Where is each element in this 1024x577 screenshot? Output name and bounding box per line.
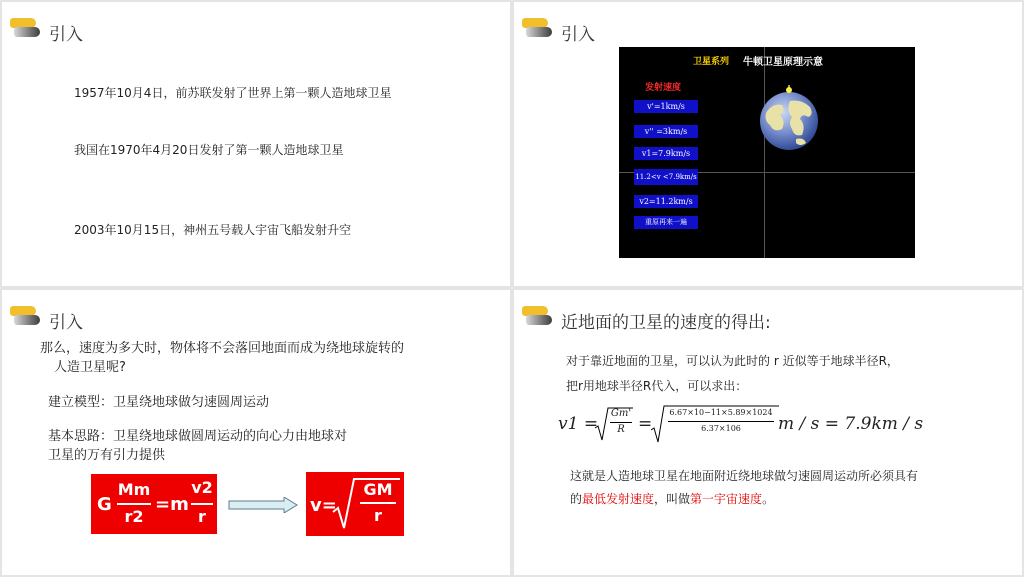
speed-button-11-2[interactable]: v2=11.2km/s	[634, 195, 698, 208]
launch-speed-label: 发射速度	[645, 83, 682, 93]
derivation-line-1: 对于靠近地面的卫星，可以认为此时的 r 近似等于地球半径R，	[566, 354, 899, 368]
velocity-equation	[558, 404, 938, 444]
speed-button-range[interactable]: 11.2<v <7.9km/s	[634, 169, 698, 185]
eq-tail: m / s = 7.9km / s	[778, 414, 924, 434]
gravity-formula-box	[91, 474, 217, 534]
history-line-3: 2003年10月15日，神州五号载人宇宙飞船发射升空	[74, 223, 352, 237]
title-decoration-icon	[10, 306, 40, 326]
right-arrow-icon	[228, 497, 298, 513]
fraction-bar	[191, 503, 213, 505]
speed-button-3[interactable]: v'' =3km/s	[634, 125, 698, 138]
conclusion-end: 。	[762, 492, 775, 506]
min-launch-speed-term: 最低发射速度	[582, 492, 655, 506]
question-line-2: 人造卫星呢?	[54, 360, 126, 375]
formula-v-eq: v=	[310, 495, 337, 516]
idea-line-2: 卫星的万有引力提供	[48, 448, 166, 463]
fraction-bar	[360, 502, 396, 504]
formula-eq-m: =m	[155, 494, 189, 515]
derivation-line-2: 把r用地球半径R代入，可以求出：	[566, 379, 748, 393]
formula-r2: r2	[124, 507, 144, 526]
history-line-2: 我国在1970年4月20日发射了第一颗人造地球卫星	[74, 143, 344, 157]
crosshair-vertical	[764, 47, 765, 258]
title-decoration-icon	[522, 18, 552, 38]
title-decoration-icon	[10, 18, 40, 38]
replay-button[interactable]: 重原再来一遍	[634, 216, 698, 229]
formula-gm: GM	[363, 480, 393, 499]
series-label: 卫星系列	[693, 57, 730, 67]
slide-derivation[interactable]	[514, 290, 1022, 575]
slide-animation[interactable]	[514, 2, 1022, 286]
first-cosmic-velocity-term: 第一宇宙速度	[690, 492, 763, 506]
velocity-formula-box	[306, 472, 404, 536]
earth-globe-icon	[756, 85, 822, 151]
formula-r-den: r	[374, 506, 382, 525]
fraction-bar	[668, 421, 774, 422]
idea-line-1: 基本思路：卫星绕地球做圆周运动的向心力由地球对	[48, 429, 348, 444]
slide-title: 引入	[49, 25, 83, 45]
slide-title: 引入	[561, 25, 595, 45]
formula-g: G	[97, 494, 112, 515]
newton-satellite-animation[interactable]	[619, 47, 915, 258]
formula-mm: Mm	[117, 480, 151, 499]
conclusion-pre: 的	[570, 492, 583, 506]
fraction-bar	[610, 422, 632, 423]
slide-history[interactable]	[2, 2, 510, 286]
slide-title: 近地面的卫星的速度的得出:	[561, 313, 771, 333]
conclusion-mid: ，叫做	[654, 492, 691, 506]
slide-question[interactable]	[2, 290, 510, 575]
eq-lhs: v1 =	[558, 414, 599, 434]
title-decoration-icon	[522, 306, 552, 326]
eq-frac2-den: 6.37×106	[701, 424, 741, 433]
slide-title: 引入	[49, 313, 83, 333]
question-line-1: 那么，速度为多大时，物体将不会落回地面而成为绕地球旋转的	[40, 341, 405, 356]
formula-r: r	[198, 507, 206, 526]
speed-button-1[interactable]: v'=1km/s	[634, 100, 698, 113]
formula-v2: v2	[191, 478, 213, 497]
history-line-1: 1957年10月4日，前苏联发射了世界上第一颗人造地球卫星	[74, 86, 392, 100]
fraction-bar	[117, 503, 151, 505]
conclusion-line-1: 这就是人造地球卫星在地面附近绕地球做匀速圆周运动所必须具有	[570, 469, 919, 483]
animation-title: 牛顿卫星原理示意	[743, 57, 823, 68]
speed-button-7-9[interactable]: v1=7.9km/s	[634, 147, 698, 160]
eq-frac2-num: 6.67×10−11×5.89×1024	[669, 408, 773, 417]
eq-frac1-den: R	[617, 424, 625, 435]
model-text: 建立模型：卫星绕地球做匀速圆周运动	[48, 395, 270, 410]
eq-frac1-num: Gm'	[610, 408, 632, 419]
eq-equals: =	[638, 414, 653, 434]
conclusion-line-2	[570, 490, 774, 507]
